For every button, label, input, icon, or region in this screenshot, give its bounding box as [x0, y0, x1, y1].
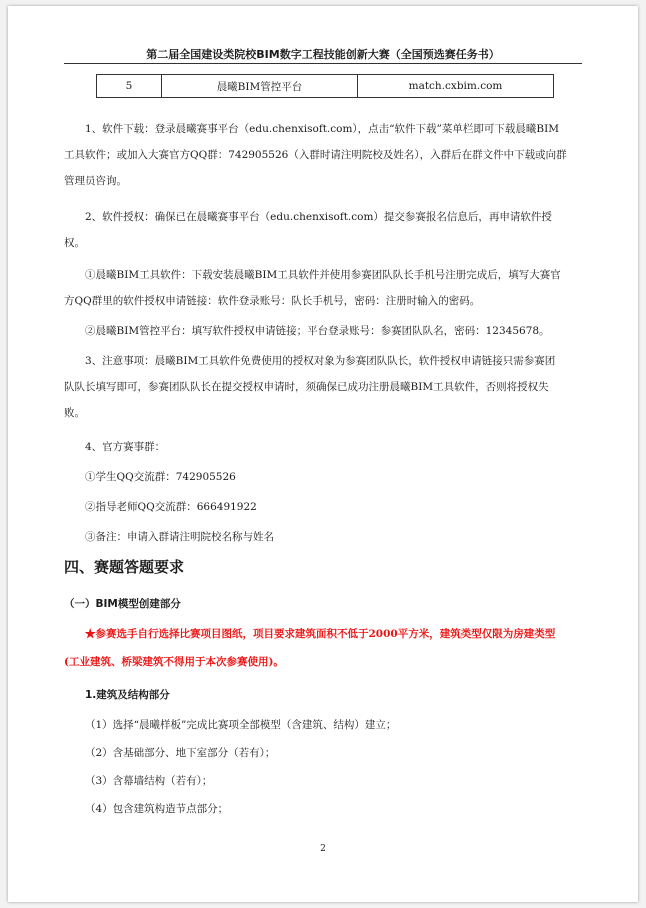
notice-line2: (工业建筑、桥梁建筑不得用于本次参赛使用)。: [64, 656, 284, 668]
paragraph-teacher-group: ②指导老师QQ交流群：666491922: [85, 501, 257, 513]
paragraph-notes-line2: 队队长填写即可，参赛团队队长在提交授权申请时，须确保已成功注册晨曦BIM工具软件，否则将授权失: [64, 381, 549, 393]
paragraph-download-line1: 1、软件下载：登录晨曦赛事平台（edu.chenxisoft.com），点击“软件下载”菜单栏即可下载晨曦BIM: [85, 123, 560, 135]
section-heading: 四、赛题答题要求: [64, 558, 185, 576]
list-item: （3）含幕墙结构（若有）；: [85, 775, 213, 787]
paragraph-tool-software-line1: ①晨曦BIM工具软件：下载安装晨曦BIM工具软件并使用参赛团队队长手机号注册完成后，填写大赛官: [85, 269, 561, 281]
paragraph-license-line1: 2、软件授权：确保已在晨曦赛事平台（edu.chenxisoft.com）提交参赛报名信息后，再申请软件授: [85, 211, 552, 223]
paragraph-remark: ③备注：申请入群请注明院校名称与姓名: [85, 531, 274, 543]
list-item: （2）含基础部分、地下室部分（若有）；: [85, 747, 276, 759]
page-header-title: 第二届全国建设类院校BIM数字工程技能创新大赛（全国预选赛任务书）: [146, 48, 500, 61]
paragraph-license-line2: 权。: [64, 237, 85, 249]
table-cell-index: 5: [97, 75, 162, 98]
paragraph-student-group: ①学生QQ交流群：742905526: [85, 471, 236, 483]
page-number: 2: [320, 844, 326, 854]
paragraph-tool-software-line2: 方QQ群里的软件授权申请链接：软件登录账号：队长手机号，密码：注册时输入的密码。: [64, 295, 481, 307]
document-page: [8, 6, 638, 902]
table-row: [97, 75, 554, 98]
software-table: [96, 74, 554, 98]
paragraph-platform: ②晨曦BIM管控平台：填写软件授权申请链接；平台登录账号：参赛团队队名，密码：12345678。: [85, 325, 550, 337]
header-divider: [64, 63, 582, 64]
table-cell-name: 晨曦BIM管控平台: [162, 75, 358, 98]
table-cell-url: match.cxbim.com: [358, 75, 554, 98]
paragraph-download-line3: 管理员咨询。: [64, 175, 127, 187]
paragraph-groups: 4、官方赛事群：: [85, 441, 166, 453]
paragraph-notes-line1: 3、注意事项：晨曦BIM工具软件免费使用的授权对象为参赛团队队长，软件授权申请链接只需参赛团: [85, 355, 556, 367]
subsection-heading: （一）BIM模型创建部分: [64, 598, 181, 610]
list-item: （1）选择“晨曦样板”完成比赛项全部模型（含建筑、结构）建立；: [85, 719, 397, 731]
paragraph-notes-line3: 败。: [64, 407, 85, 419]
notice-line1: ★参赛选手自行选择比赛项目图纸，项目要求建筑面积不低于2000平方米，建筑类型仅限为房建类型: [85, 628, 556, 640]
list-item: （4）包含建筑构造节点部分；: [85, 803, 229, 815]
paragraph-download-line2: 工具软件；或加入大赛官方QQ群：742905526（入群时请注明院校及姓名），入群后在群文件中下载或向群: [64, 149, 567, 161]
item-heading: 1.建筑及结构部分: [85, 689, 170, 701]
